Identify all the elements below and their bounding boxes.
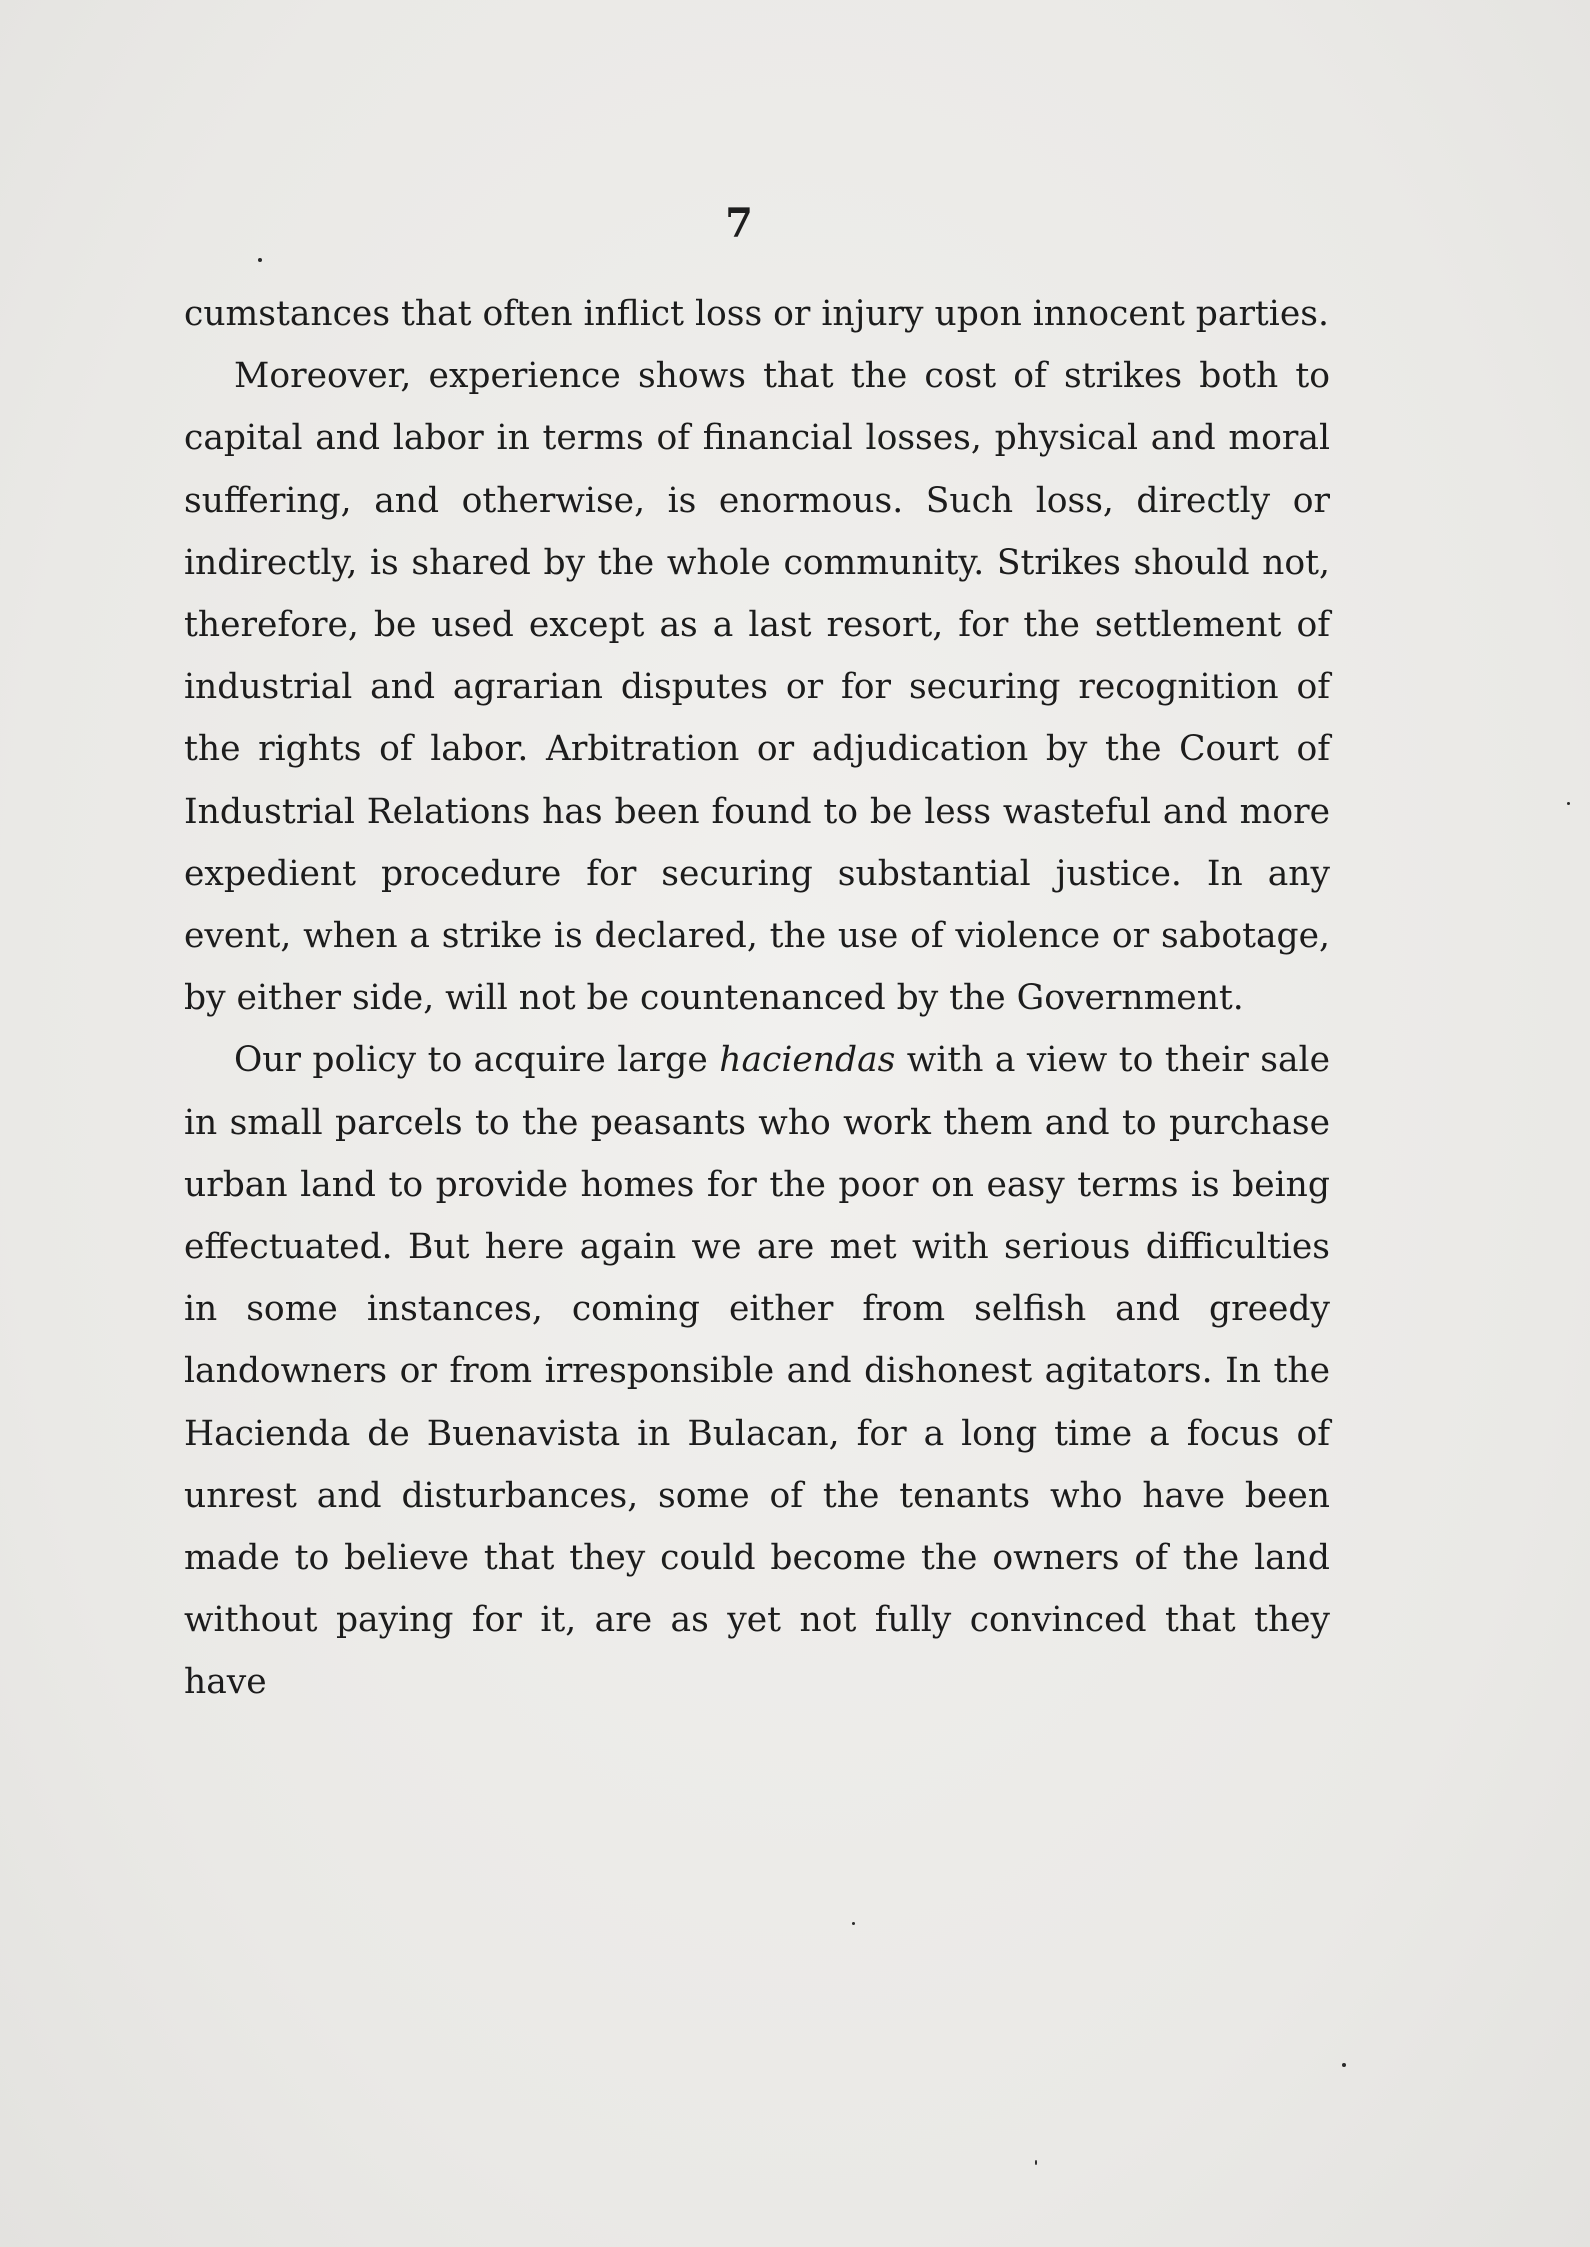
page-number: 7 — [725, 200, 753, 247]
paragraph — [184, 283, 1330, 345]
paragraph — [184, 1029, 1330, 1713]
text-run: with a view to their sale in small parcels to the peasants who work them and to purchase urban land to provide homes for the poor on easy terms is being effectuated. But here again we are met with serious difficulties in some instances, coming either from selfish and greedy landowners or from irresponsible and dishonest agitators. In the Hacienda de Buenavista in Bulacan, for a long time a focus of unrest and disturbances, some of the tenants who have been made to believe that they could become the owners of the land without paying for it, are as yet not fully convinced that they have — [184, 1040, 1331, 1703]
paragraph — [184, 345, 1330, 1029]
speck — [1567, 802, 1570, 805]
text-run: Moreover, experience shows that the cost of strikes both to capital and labor in terms of financial losses, physical and moral suffering, and otherwise, is enormous. Such loss, directly or indirectly, is shared by the whole community. Strikes should not, therefore, be used except as a last resort, for the settlement of industrial and agrarian disputes or for securing recognition of the rights of labor. Arbitration or adjudication by the Court of Industrial Relations has been found to be less wasteful and more expedient procedure for securing substantial justice. In any event, when a strike is declared, the use of violence or sabotage, by either side, will not be countenanced by the Government. — [184, 356, 1330, 1019]
text-run: cumstances that often inflict loss or injury upon innocent parties. — [184, 294, 1329, 334]
speck — [852, 1922, 855, 1925]
speck — [1342, 2063, 1346, 2067]
speck — [258, 258, 262, 262]
italic-text-run: haciendas — [719, 1040, 896, 1081]
text-run: Our policy to acquire large — [234, 1040, 720, 1081]
speck — [1035, 2160, 1037, 2165]
body-text — [184, 283, 1330, 1714]
